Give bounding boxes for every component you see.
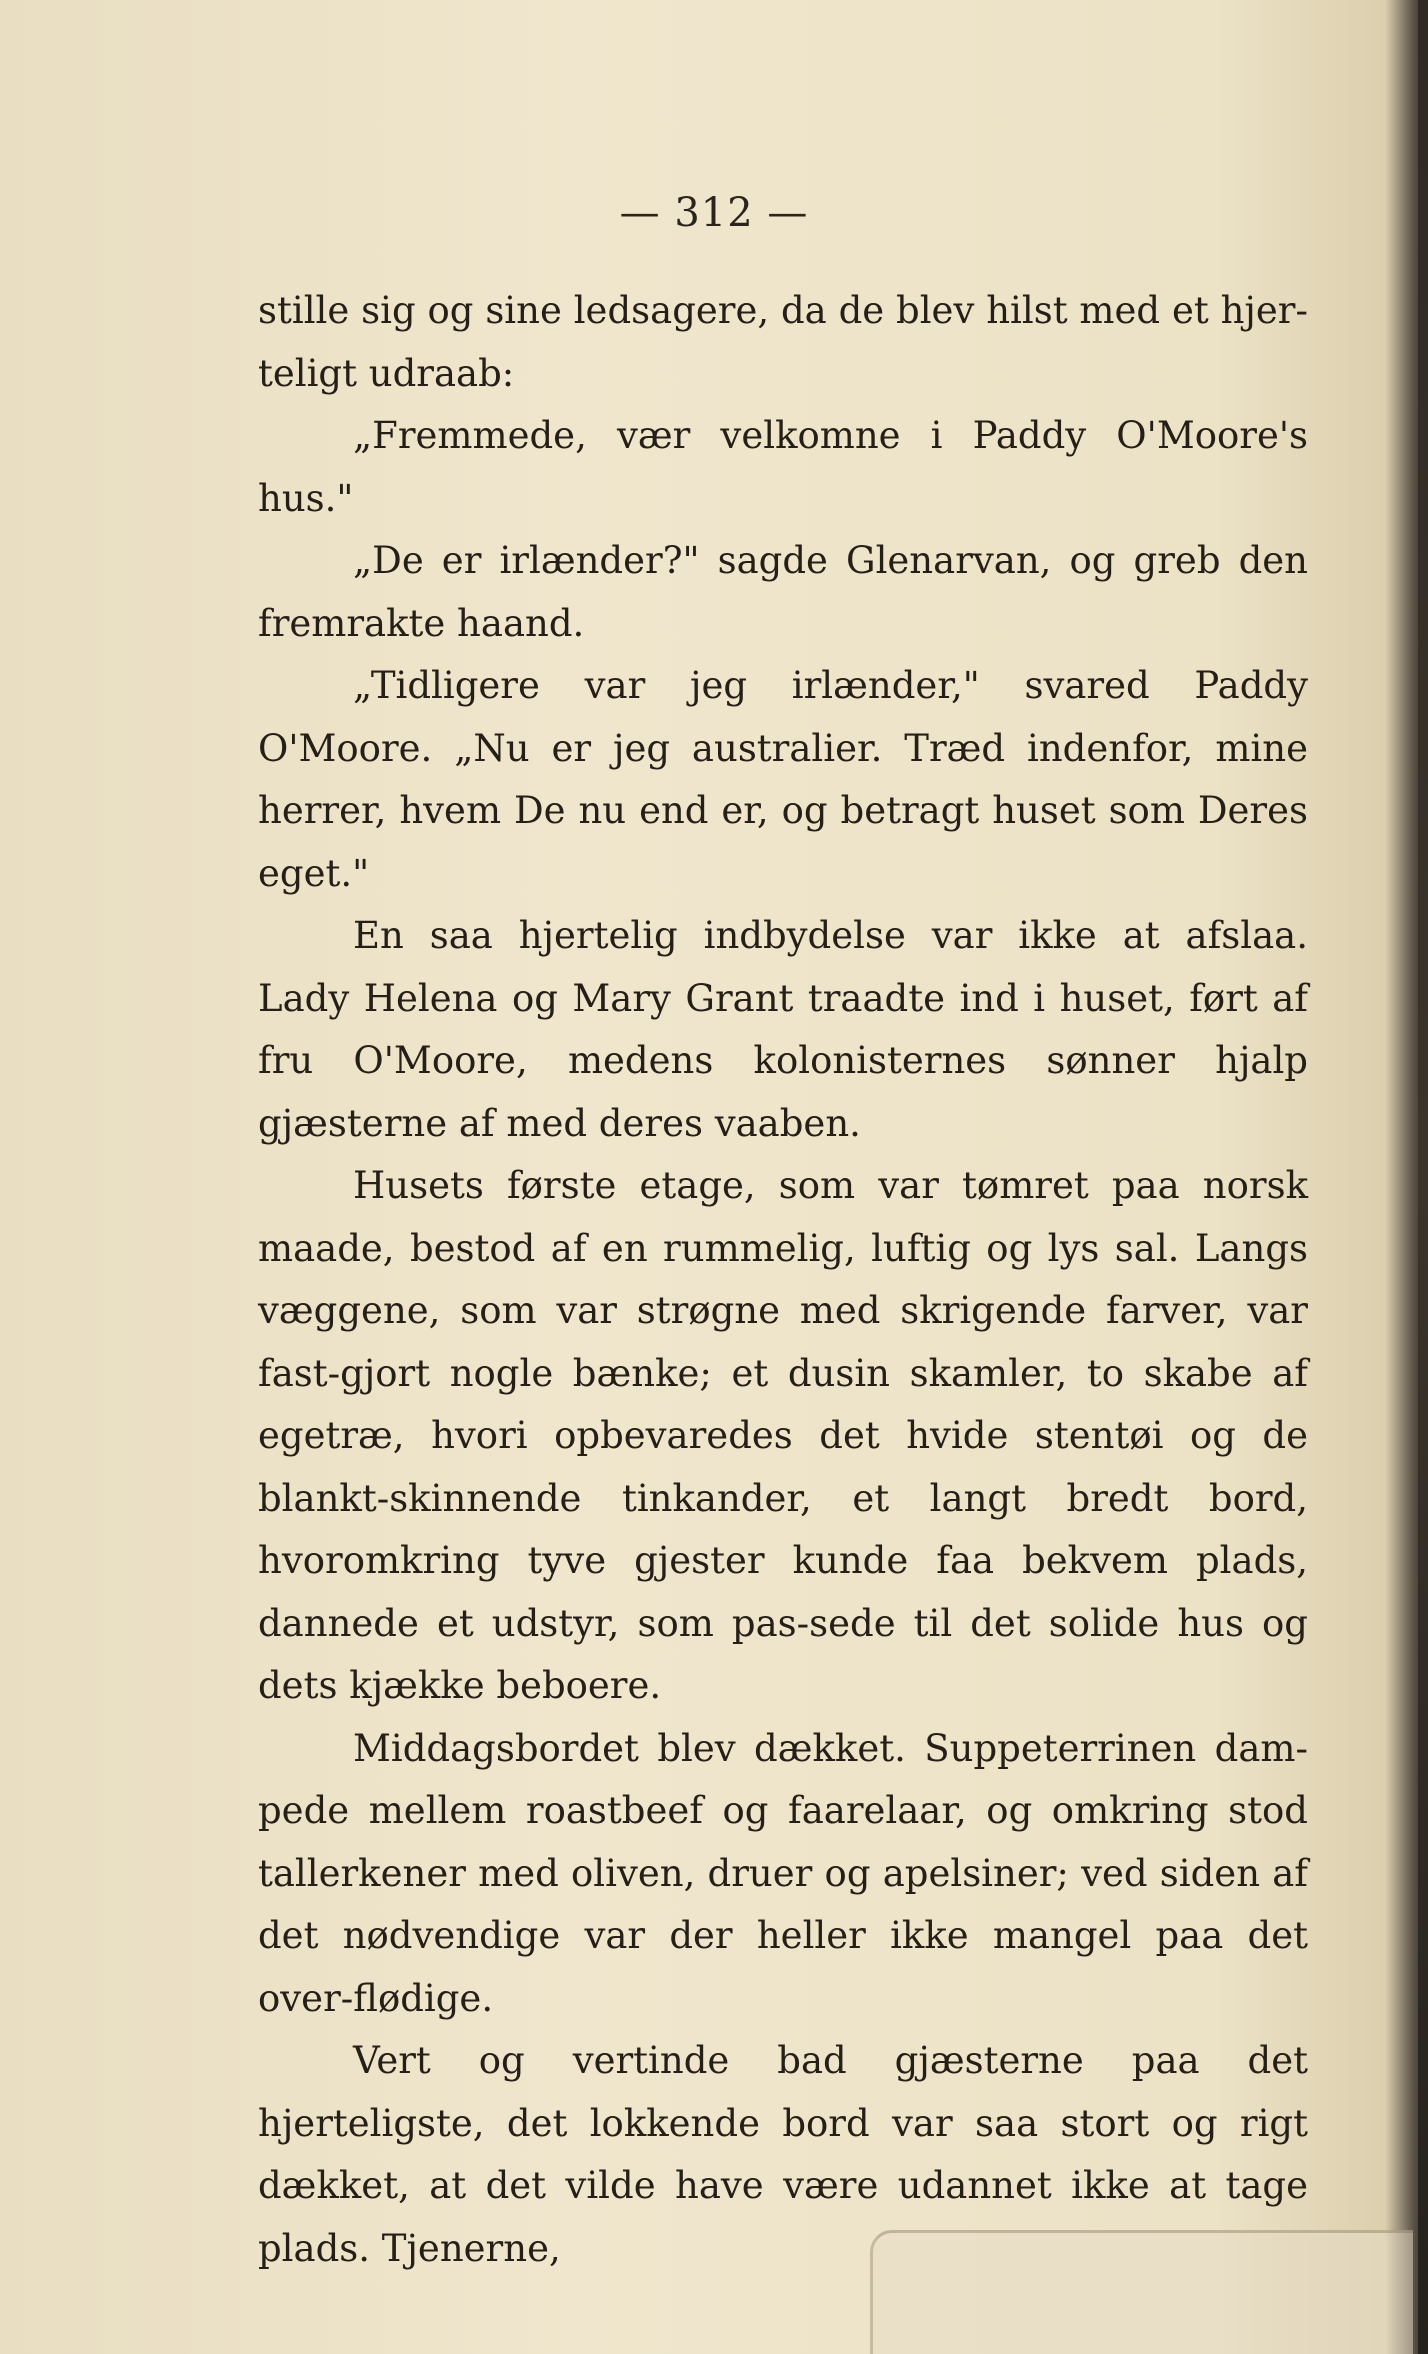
- paragraph-2: „Fremmede, vær velkomne i Paddy O'Moore's hus.": [258, 414, 1308, 520]
- paragraph-3: „De er irlænder?" sagde Glenarvan, og greb den fremrakte haand.: [258, 539, 1308, 645]
- paragraph-7: Middagsbordet blev dækket. Suppeterrinen dam-pede mellem roastbeef og faarelaar, og omkring stod tallerkener med oliven, druer og apelsiner; ved siden af det nødvendige var der heller ikke mangel paa det over-flødige.: [258, 1726, 1308, 2020]
- paper-fold-mark: [870, 2230, 1413, 2354]
- page-number: — 312 —: [619, 190, 809, 236]
- paragraph-5: En saa hjertelig indbydelse var ikke at afslaa. Lady Helena og Mary Grant traadte ind i huset, ført af fru O'Moore, medens kolonisternes sønner hjalp gjæsterne af med deres vaaben.: [258, 914, 1308, 1145]
- paragraph-6: Husets første etage, som var tømret paa norsk maade, bestod af en rummelig, luftig og lys sal. Langs væggene, som var strøgne med skrigende farver, var fast-gjort nogle bænke; et dusin skamler, to skabe af egetræ, hvori opbevaredes det hvide stentøi og de blankt-skinnende tinkander, et langt bredt bord, hvoromkring tyve gjester kunde faa bekvem plads, dannede et udstyr, som pas-sede til det solide hus og dets kjække beboere.: [258, 1164, 1308, 1707]
- paragraph-4: „Tidligere var jeg irlænder," svared Paddy O'Moore. „Nu er jeg australier. Træd indenfor, mine herrer, hvem De nu end er, og betragt huset som Deres eget.": [258, 664, 1308, 895]
- paragraph-8: Vert og vertinde bad gjæsterne paa det hjerteligste, det lokkende bord var saa stort og rigt dækket, at det vilde have være udannet ikke at tage plads. Tjenerne,: [258, 2039, 1308, 2270]
- book-spine-edge: [1418, 0, 1428, 2354]
- body-text: [258, 280, 1308, 2280]
- paragraph-1: stille sig og sine ledsagere, da de blev hilst med et hjer-teligt udraab:: [258, 289, 1308, 395]
